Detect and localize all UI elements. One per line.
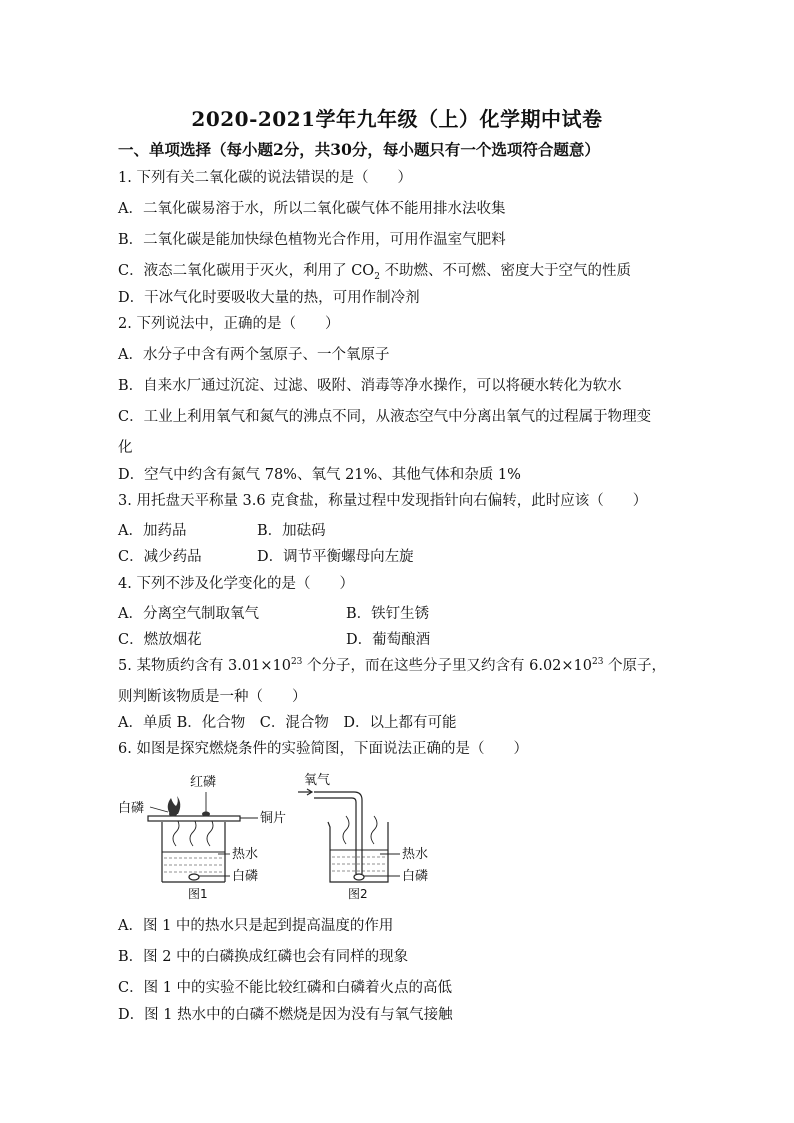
question-6-option-b: B．图 2 中的白磷换成红磷也会有同样的现象 <box>118 949 409 965</box>
figure-label-hot-water-1: 热水 <box>232 847 259 862</box>
figure-label-white-phosphorus-top: 白磷 <box>118 801 145 816</box>
question-1-option-c-text: C．液态二氧化碳用于灭火，利用了 CO <box>118 263 375 279</box>
figure-caption-1: 图1 <box>188 887 208 901</box>
question-6-stem: 6. 如图是探究燃烧条件的实验简图，下面说法正确的是（ ） <box>118 741 528 757</box>
question-1-option-a: A．二氧化碳易溶于水，所以二氧化碳气体不能用排水法收集 <box>118 201 506 217</box>
question-4-option-a: A．分离空气制取氧气 <box>118 606 259 622</box>
question-6-option-c: C．图 1 中的实验不能比较红磷和白磷着火点的高低 <box>118 980 453 996</box>
section-heading: 一、单项选择（每小题2分，共30分，每小题只有一个选项符合题意） <box>118 140 600 159</box>
question-1-option-b: B．二氧化碳是能加快绿色植物光合作用，可用作温室气肥料 <box>118 232 506 248</box>
question-5-stem-part-1: 5. 某物质约含有 3.01×10 <box>118 658 291 674</box>
question-2-option-c: C．工业上利用氧气和氮气的沸点不同，从液态空气中分离出氧气的过程属于物理变 <box>118 409 652 425</box>
white-phosphorus-underwater-icon <box>189 874 199 880</box>
figure-label-hot-water-2: 热水 <box>402 847 429 862</box>
co2-subscript: 2 <box>374 271 380 282</box>
question-2-option-a: A．水分子中含有两个氢原子、一个氧原子 <box>118 347 390 363</box>
experiment-diagram <box>118 770 438 905</box>
figure-1-leader-lines <box>150 792 258 876</box>
question-5-options: A．单质 B．化合物 C．混合物 D．以上都有可能 <box>118 715 457 731</box>
question-5-stem-part-3: 个原子， <box>603 658 667 674</box>
question-2-stem: 2. 下列说法中，正确的是（ ） <box>118 316 340 332</box>
question-5-stem-continued: 则判断该物质是一种（ ） <box>118 689 307 705</box>
figure-label-white-phosphorus-1: 白磷 <box>232 869 259 884</box>
page-title: 2020-2021学年九年级（上）化学期中试卷 <box>191 107 603 131</box>
question-3-option-c: C．减少药品 <box>118 549 202 565</box>
figure-label-oxygen: 氧气 <box>304 773 331 788</box>
question-2-option-c-continued: 化 <box>118 440 133 456</box>
question-2-option-b: B．自来水厂通过沉淀、过滤、吸附、消毒等净水操作，可以将硬水转化为软水 <box>118 378 622 394</box>
figure-caption-2: 图2 <box>348 887 368 901</box>
question-4-stem: 4. 下列不涉及化学变化的是（ ） <box>118 576 354 592</box>
figure-2-beaker <box>328 816 388 882</box>
question-1-option-c-tail: 不助燃、不可燃、密度大于空气的性质 <box>379 263 632 279</box>
question-4-option-b: B．铁钉生锈 <box>346 606 430 622</box>
question-4-option-c: C．燃放烟花 <box>118 632 202 648</box>
question-6-option-d: D．图 1 热水中的白磷不燃烧是因为没有与氧气接触 <box>118 1007 453 1023</box>
question-3-option-d: D．调节平衡螺母向左旋 <box>257 549 414 565</box>
combustion-experiment-figure <box>118 770 438 905</box>
question-5-stem-part-2: 个分子，而在这些分子里又约含有 6.02×10 <box>302 658 592 674</box>
figure-label-copper-plate: 铜片 <box>260 811 287 826</box>
question-4-option-d: D．葡萄酿酒 <box>346 632 431 648</box>
exponent-1: 23 <box>290 657 303 668</box>
question-3-stem: 3. 用托盘天平称量 3.6 克食盐，称量过程中发现指针向右偏转，此时应该（ ） <box>118 493 648 509</box>
question-1-option-d: D．干冰气化时要吸收大量的热，可用作制冷剂 <box>118 290 420 306</box>
question-5-stem <box>118 654 666 675</box>
exponent-2: 23 <box>592 657 604 668</box>
flame-icon <box>168 796 181 817</box>
figure-label-white-phosphorus-2: 白磷 <box>402 869 429 884</box>
question-1-stem: 1. 下列有关二氧化碳的说法错误的是（ ） <box>118 170 412 186</box>
figure-1-beaker <box>162 818 225 882</box>
question-1-option-c <box>118 259 631 282</box>
question-3-option-b: B．加砝码 <box>257 523 326 539</box>
white-phosphorus-tube-icon <box>354 874 364 880</box>
copper-plate <box>148 816 240 821</box>
red-phosphorus-icon <box>202 812 210 817</box>
figure-label-red-phosphorus: 红磷 <box>190 775 217 790</box>
question-3-option-a: A．加药品 <box>118 523 187 539</box>
question-6-option-a: A．图 1 中的热水只是起到提高温度的作用 <box>118 918 394 934</box>
question-2-option-d: D．空气中约含有氮气 78%、氧气 21%、其他气体和杂质 1% <box>118 467 521 483</box>
